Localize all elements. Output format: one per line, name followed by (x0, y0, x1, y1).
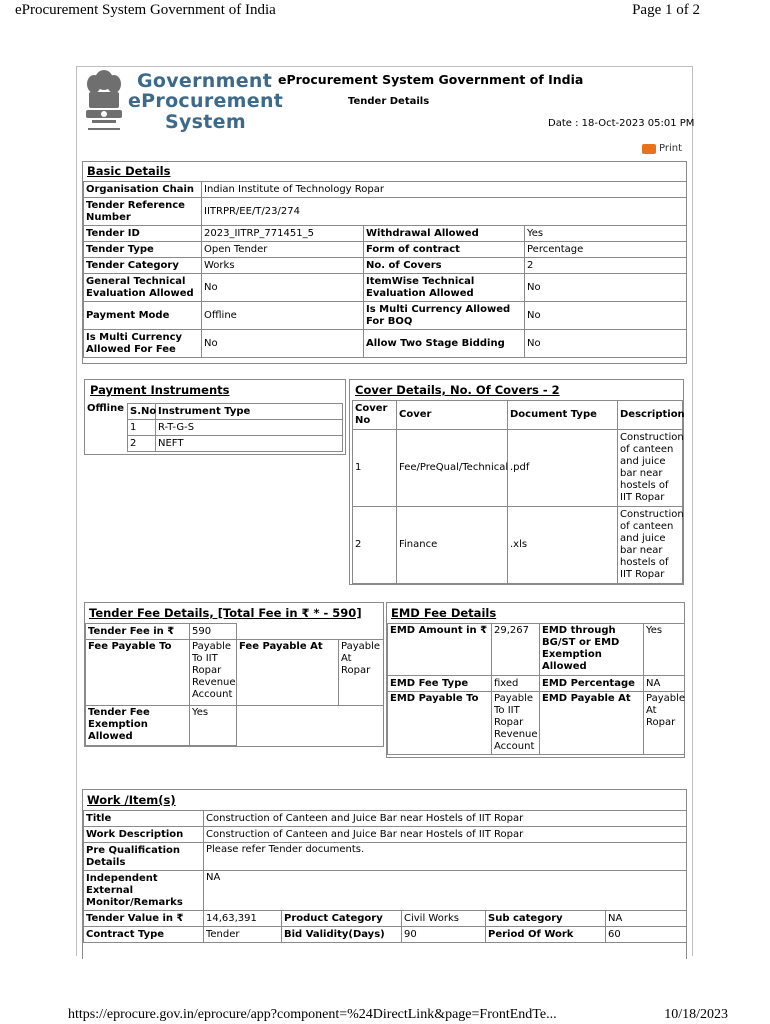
product-category-label: Product Category (282, 911, 402, 927)
cover-no: 1 (353, 430, 397, 507)
instrument-table (127, 403, 343, 452)
col-document-type: Document Type (508, 401, 618, 430)
table-row (128, 436, 343, 452)
emd-payable-to-label: EMD Payable To (388, 692, 492, 755)
work-title-label: Title (84, 811, 204, 827)
table-row (86, 640, 384, 706)
monitor-value: NA (204, 871, 687, 911)
fee-payable-at-value: Payable At Ropar (339, 640, 384, 706)
org-value: Indian Institute of Technology Ropar (202, 182, 687, 198)
ref-value: IITRPR/EE/T/23/274 (202, 198, 687, 226)
work-title-value: Construction of Canteen and Juice Bar near Hostels of IIT Ropar (204, 811, 687, 827)
form-contract-value: Percentage (525, 242, 687, 258)
itemwise-tech-value: No (525, 274, 687, 302)
instrument-type: R-T-G-S (156, 420, 343, 436)
table-row (353, 430, 683, 507)
table-row (84, 811, 687, 827)
table-row (128, 404, 343, 420)
multi-currency-boq-value: No (525, 302, 687, 330)
two-stage-label: Allow Two Stage Bidding (364, 330, 525, 358)
cover-table (352, 400, 683, 584)
logo-line-eprocurement: eProcurement (128, 90, 284, 112)
tender-category-label: Tender Category (84, 258, 202, 274)
instrument-sno: 2 (128, 436, 156, 452)
ref-label: Tender Reference Number (84, 198, 202, 226)
basic-details-section (82, 161, 687, 364)
logo-line-system: System (165, 111, 246, 133)
fee-exemption-label: Tender Fee Exemption Allowed (86, 706, 190, 746)
table-row (84, 871, 687, 911)
tender-fee-heading: Tender Fee Details, [Total Fee in ₹ * - 590] (89, 606, 362, 620)
emd-type-value: fixed (492, 676, 540, 692)
payment-mode-value: Offline (202, 302, 364, 330)
instrument-type: NEFT (156, 436, 343, 452)
tender-type-label: Tender Type (84, 242, 202, 258)
fee-payable-at-label: Fee Payable At (237, 640, 339, 706)
emd-bg-label: EMD through BG/ST or EMD Exemption Allowed (540, 624, 644, 676)
emd-bg-value: Yes (644, 624, 685, 676)
period-of-work-value: 60 (606, 927, 687, 943)
fee-payable-to-value: Payable To IIT Ropar Revenue Account (190, 640, 237, 706)
contract-type-label: Contract Type (84, 927, 204, 943)
withdrawal-value: Yes (525, 226, 687, 242)
table-row (84, 927, 687, 943)
col-cover: Cover (397, 401, 508, 430)
table-row (84, 182, 687, 198)
tender-value-value: 14,63,391 (204, 911, 282, 927)
logo-line-government: Government (137, 70, 273, 92)
payment-instruments-heading: Payment Instruments (90, 383, 230, 397)
table-row (128, 420, 343, 436)
government-eprocurement-logo (80, 68, 284, 143)
col-cover-no: Cover No (353, 401, 397, 430)
table-row (353, 507, 683, 584)
table-row (84, 198, 687, 226)
print-label: Print (659, 143, 683, 154)
multi-currency-fee-value: No (202, 330, 364, 358)
table-row (84, 843, 687, 871)
cover-description: Construction of canteen and juice bar near hostels of IIT Ropar (618, 430, 683, 507)
prequal-label: Pre Qualification Details (84, 843, 204, 871)
cover-description: Construction of canteen and juice bar near hostels of IIT Ropar (618, 507, 683, 584)
work-items-heading: Work /Item(s) (87, 793, 176, 807)
product-category-value: Civil Works (402, 911, 486, 927)
covers-label: No. of Covers (364, 258, 525, 274)
print-footer-url: https://eprocure.gov.in/eprocure/app?component=%24DirectLink&page=FrontEndTe... (68, 1007, 557, 1022)
cover-name: Fee/PreQual/Technical (397, 430, 508, 507)
emd-payable-at-label: EMD Payable At (540, 692, 644, 755)
payment-mode-offline: Offline (87, 403, 124, 414)
emd-percentage-label: EMD Percentage (540, 676, 644, 692)
monitor-label: Independent External Monitor/Remarks (84, 871, 204, 911)
period-of-work-label: Period Of Work (486, 927, 606, 943)
emd-type-label: EMD Fee Type (388, 676, 492, 692)
col-sno: S.No (128, 404, 156, 420)
basic-details-heading: Basic Details (87, 164, 171, 178)
work-description-label: Work Description (84, 827, 204, 843)
instrument-sno: 1 (128, 420, 156, 436)
table-row (388, 692, 685, 755)
tender-fee-value: 590 (190, 624, 237, 640)
table-row (84, 274, 687, 302)
print-link[interactable] (642, 143, 682, 154)
table-row (84, 911, 687, 927)
site-title: eProcurement System Government of India (278, 72, 584, 87)
table-row (388, 624, 685, 676)
tender-id-value: 2023_IITRP_771451_5 (202, 226, 364, 242)
tender-id-label: Tender ID (84, 226, 202, 242)
cover-doc-type: .pdf (508, 430, 618, 507)
work-items-section (82, 789, 687, 959)
tender-type-value: Open Tender (202, 242, 364, 258)
general-tech-value: No (202, 274, 364, 302)
bid-validity-value: 90 (402, 927, 486, 943)
withdrawal-label: Withdrawal Allowed (364, 226, 525, 242)
payment-instruments-section (84, 379, 346, 455)
tender-value-label: Tender Value in ₹ (84, 911, 204, 927)
col-description: Description (618, 401, 683, 430)
tender-fee-label: Tender Fee in ₹ (86, 624, 190, 640)
two-stage-value: No (525, 330, 687, 358)
table-row (84, 330, 687, 358)
table-row (353, 401, 683, 430)
prequal-value: Please refer Tender documents. (204, 843, 687, 871)
cover-details-section (349, 379, 684, 585)
emd-payable-at-value: Payable At Ropar (644, 692, 685, 755)
print-footer-date: 10/18/2023 (664, 1007, 728, 1022)
table-row (84, 226, 687, 242)
table-row (84, 242, 687, 258)
org-label: Organisation Chain (84, 182, 202, 198)
sub-category-label: Sub category (486, 911, 606, 927)
cover-name: Finance (397, 507, 508, 584)
multi-currency-boq-label: Is Multi Currency Allowed For BOQ (364, 302, 525, 330)
tender-fee-section (84, 602, 384, 747)
bid-validity-label: Bid Validity(Days) (282, 927, 402, 943)
print-header-title: eProcurement System Government of India (15, 2, 276, 18)
cover-doc-type: .xls (508, 507, 618, 584)
table-row (86, 706, 384, 746)
emd-percentage-value: NA (644, 676, 685, 692)
fee-payable-to-label: Fee Payable To (86, 640, 190, 706)
multi-currency-fee-label: Is Multi Currency Allowed For Fee (84, 330, 202, 358)
print-header-page: Page 1 of 2 (632, 2, 700, 18)
emd-fee-heading: EMD Fee Details (391, 606, 497, 620)
table-row (84, 258, 687, 274)
table-row (84, 827, 687, 843)
contract-type-value: Tender (204, 927, 282, 943)
itemwise-tech-label: ItemWise Technical Evaluation Allowed (364, 274, 525, 302)
basic-details-table (83, 181, 687, 358)
covers-value: 2 (525, 258, 687, 274)
fee-exemption-value: Yes (190, 706, 237, 746)
emd-amount-label: EMD Amount in ₹ (388, 624, 492, 676)
cover-no: 2 (353, 507, 397, 584)
sub-category-value: NA (606, 911, 687, 927)
cover-details-heading: Cover Details, No. Of Covers - 2 (355, 383, 560, 397)
table-row (388, 676, 685, 692)
national-emblem-icon (82, 68, 126, 142)
table-row (86, 624, 384, 640)
form-contract-label: Form of contract (364, 242, 525, 258)
col-instrument-type: Instrument Type (156, 404, 343, 420)
emd-fee-table (387, 623, 685, 755)
emd-payable-to-value: Payable To IIT Ropar Revenue Account (492, 692, 540, 755)
tender-fee-table (85, 623, 384, 746)
page-subtitle: Tender Details (348, 96, 430, 107)
payment-mode-label: Payment Mode (84, 302, 202, 330)
general-tech-label: General Technical Evaluation Allowed (84, 274, 202, 302)
work-items-table (83, 810, 687, 943)
printer-icon (642, 144, 656, 154)
tender-category-value: Works (202, 258, 364, 274)
date-line: Date : 18-Oct-2023 05:01 PM (548, 118, 695, 129)
table-row (84, 302, 687, 330)
emd-fee-section (386, 602, 685, 758)
emd-amount-value: 29,267 (492, 624, 540, 676)
work-description-value: Construction of Canteen and Juice Bar near Hostels of IIT Ropar (204, 827, 687, 843)
